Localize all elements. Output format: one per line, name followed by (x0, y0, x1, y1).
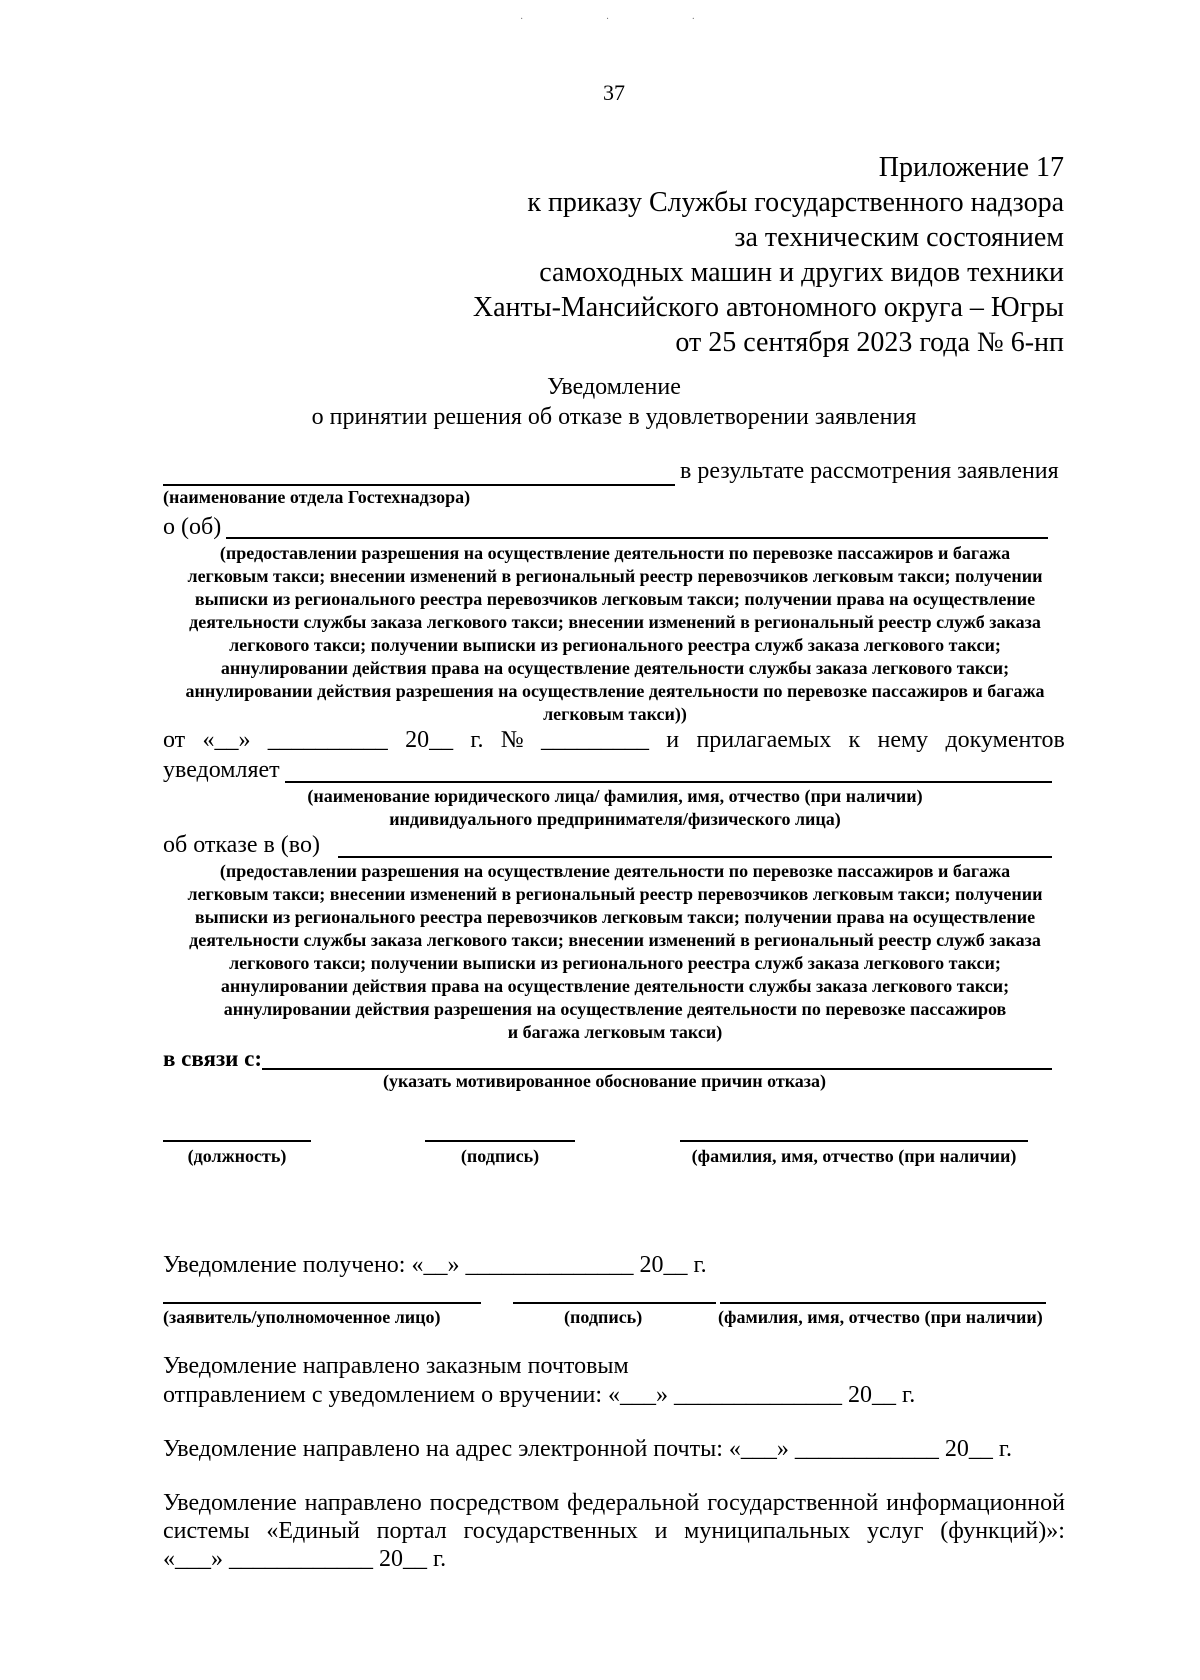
appendix-line: за техническим состоянием (734, 222, 1064, 253)
department-note: (наименование отдела Гостехнадзора) (163, 487, 471, 507)
note-line: индивидуального предпринимателя/физического лица) (389, 809, 841, 829)
note-line: аннулировании действия права на осуществление деятельности службы заказа легкового такси; (220, 658, 1010, 678)
applicant-signature-label: (подпись) (564, 1307, 643, 1327)
sent-post-line2[interactable]: отправлением с уведомлением о вручении: «___» ______________ 20__ г. (163, 1382, 916, 1408)
portal-word: Уведомление (163, 1490, 297, 1516)
document-title (0, 372, 1200, 432)
note-line: выписки из регионального реестра перевозчиков легковым такси; получении права на осуществление (194, 589, 1036, 609)
note-line: выписки из регионального реестра перевозчиков легковым такси; получении права на осуществление (194, 907, 1036, 927)
department-field[interactable] (163, 484, 675, 486)
applicant-signature-field[interactable] (513, 1302, 716, 1304)
date-month-field[interactable]: __________ (267, 727, 388, 753)
application-date-line (163, 727, 1065, 754)
number-sign: № (500, 727, 524, 753)
note-line: аннулировании действия разрешения на осуществление деятельности по перевозке пассажиров и багажа (185, 681, 1045, 701)
full-name-label: (фамилия, имя, отчество (при наличии) (691, 1146, 1017, 1166)
appendix-header (473, 150, 1064, 360)
date-word: нему (877, 727, 929, 753)
applicant-field[interactable] (285, 781, 1052, 783)
portal-word: направлено (304, 1490, 422, 1516)
date-year-field[interactable]: 20__ (405, 727, 454, 753)
date-word: документов (945, 727, 1065, 753)
portal-word: муниципальных (684, 1518, 851, 1544)
applicant-sign-field[interactable] (163, 1302, 481, 1304)
about-note (160, 542, 1070, 726)
reason-note: (указать мотивированное обоснование причин отказа) (383, 1071, 827, 1091)
about-field[interactable] (226, 537, 1048, 539)
reason-label: в связи с: (163, 1046, 263, 1071)
appendix-line: самоходных машин и других видов техники (539, 257, 1064, 288)
note-line: и багажа легковым такси) (507, 1022, 723, 1042)
scan-artifact: · · · (520, 14, 735, 25)
about-label: о (об) (163, 514, 222, 540)
portal-word: посредством (429, 1490, 560, 1516)
notifies-label: уведомляет (163, 757, 280, 783)
portal-word: федеральной (567, 1490, 700, 1516)
refusal-field[interactable] (338, 856, 1052, 858)
refusal-note (160, 860, 1070, 1044)
note-line: (предоставлении разрешения на осуществление деятельности по перевозке пассажиров и багажа (219, 543, 1011, 563)
date-word: г. (470, 727, 484, 753)
date-day-field[interactable]: «__» (202, 727, 251, 753)
note-line: аннулировании действия права на осуществление деятельности службы заказа легкового такси; (220, 976, 1010, 996)
entity-note (160, 785, 1070, 831)
appendix-line: к приказу Службы государственного надзора (527, 187, 1064, 218)
date-word: и (666, 727, 680, 753)
applicant-name-label: (фамилия, имя, отчество (при наличии) (718, 1307, 1043, 1327)
appendix-line: Ханты-Мансийского автономного округа – Югры (472, 292, 1064, 323)
signature-field[interactable] (425, 1140, 575, 1142)
note-line: деятельности службы заказа легкового такси; внесении изменений в региональный реестр служб заказа (189, 612, 1041, 632)
title-line: о принятии решения об отказе в удовлетворении заявления (311, 404, 917, 430)
note-line: легковым такси)) (543, 704, 687, 724)
appendix-line: от 25 сентября 2023 года № 6-нп (675, 327, 1064, 358)
note-line: легковым такси; внесении изменений в региональный реестр перевозчиков легковым такси; получении (187, 566, 1043, 586)
portal-word: (функций)»: (940, 1518, 1065, 1544)
reason-field[interactable] (262, 1068, 1052, 1070)
portal-word: портал (376, 1518, 447, 1544)
signature-label: (подпись) (460, 1146, 540, 1166)
portal-word: «Единый (266, 1518, 360, 1544)
note-line: аннулировании действия разрешения на осуществление деятельности по перевозке пассажиров (223, 999, 1007, 1019)
note-line: легкового такси; получении выписки из регионального реестра служб заказа легкового такси; (229, 953, 1001, 973)
result-text: в результате рассмотрения заявления (680, 458, 1059, 484)
page-number: 37 (603, 80, 625, 105)
sent-email-line[interactable]: Уведомление направлено на адрес электронной почты: «___» ____________ 20__ г. (163, 1436, 1013, 1462)
date-word: прилагаемых (696, 727, 832, 753)
applicant-name-field[interactable] (720, 1302, 1046, 1304)
note-line: (наименование юридического лица/ фамилия, имя, отчество (при наличии) (307, 786, 923, 806)
refusal-label: об отказе в (во) (163, 832, 320, 858)
portal-word: услуг (867, 1518, 924, 1544)
portal-word: и (654, 1518, 668, 1544)
portal-word: государственных (463, 1518, 638, 1544)
portal-word: системы (163, 1518, 250, 1544)
position-label: (должность) (187, 1146, 287, 1166)
title-line: Уведомление (547, 374, 681, 400)
application-number-field[interactable]: _________ (541, 727, 649, 753)
sent-portal-line1 (163, 1490, 1065, 1517)
note-line: легковым такси; внесении изменений в региональный реестр перевозчиков легковым такси; получении (187, 884, 1043, 904)
date-word: от (163, 727, 186, 753)
position-field[interactable] (163, 1140, 311, 1142)
sent-portal-date[interactable]: «___» ____________ 20__ г. (163, 1546, 447, 1572)
applicant-label: (заявитель/уполномоченное лицо) (163, 1307, 441, 1327)
full-name-field[interactable] (680, 1140, 1028, 1142)
appendix-line: Приложение 17 (878, 152, 1064, 183)
sent-portal-line2 (163, 1518, 1065, 1545)
date-word: к (848, 727, 861, 753)
portal-word: государственной (707, 1490, 879, 1516)
note-line: (предоставлении разрешения на осуществление деятельности по перевозке пассажиров и багажа (219, 861, 1011, 881)
received-line[interactable]: Уведомление получено: «__» ______________ 20__ г. (163, 1252, 707, 1278)
note-line: деятельности службы заказа легкового такси; внесении изменений в региональный реестр служб заказа (189, 930, 1041, 950)
note-line: легкового такси; получении выписки из регионального реестра служб заказа легкового такси; (229, 635, 1001, 655)
portal-word: информационной (886, 1490, 1065, 1516)
sent-post-line1: Уведомление направлено заказным почтовым (163, 1353, 629, 1379)
